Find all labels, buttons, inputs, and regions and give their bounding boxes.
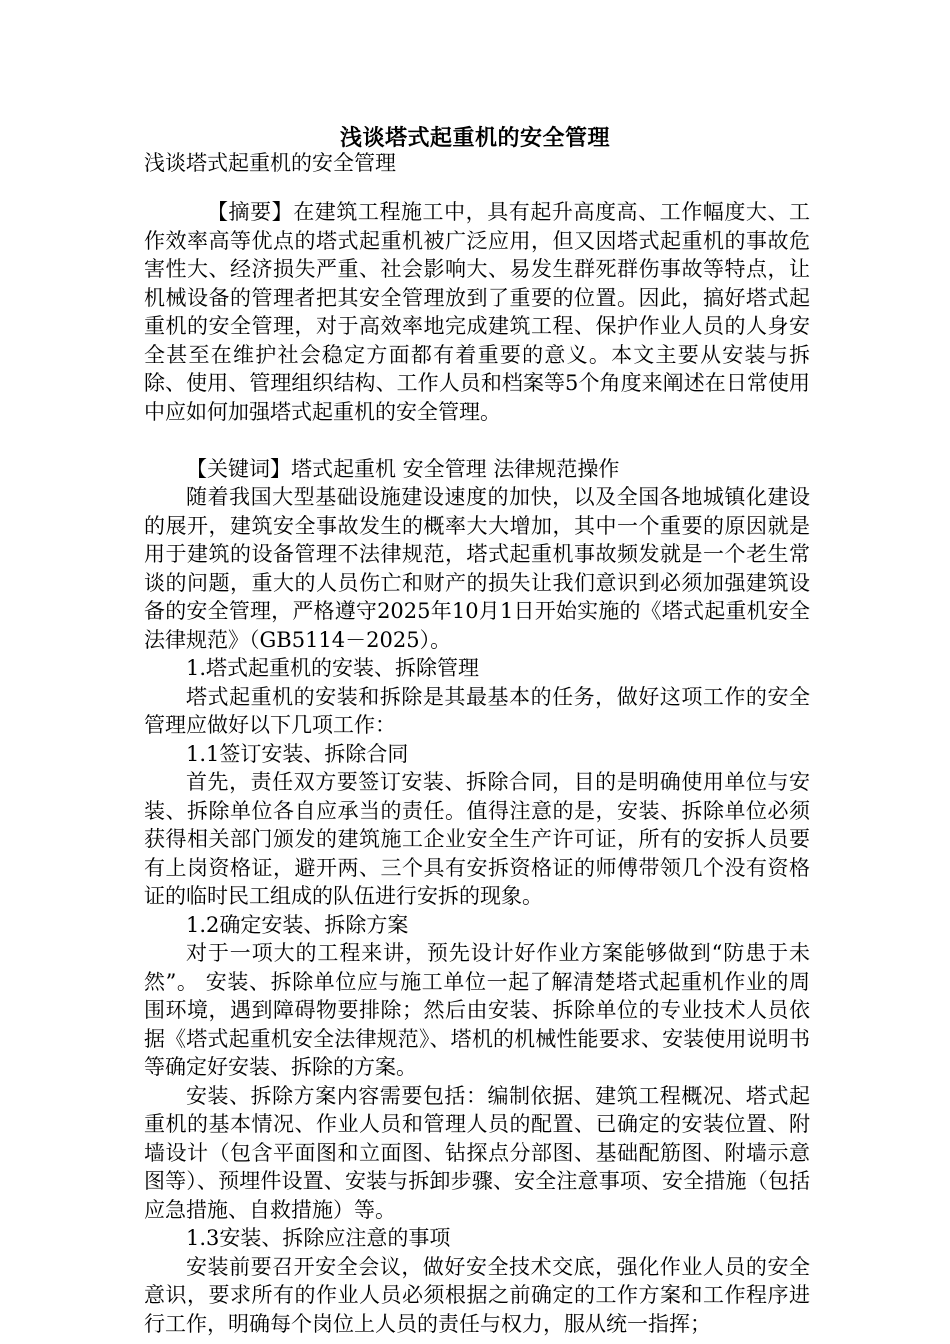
section-1-2-paragraph-b: 安装、拆除方案内容需要包括：编制依据、建筑工程概况、塔式起重机的基本情况、作业人员和管理人员的配置、已确定的安装位置、附墙设计（包含平面图和立面图、钻探点分部图、基础配筋图、附墙示意图等）、预埋件设置、安装与拆卸步骤、安全注意事项、安全措施（包括应急措施、自救措施）等。 [144, 1083, 810, 1222]
keywords-paragraph: 【关键词】塔式起重机 安全管理 法律规范操作 [186, 456, 620, 481]
section-1-2-paragraph-a: 对于一项大的工程来讲，预先设计好作业方案能够做到“防患于未然”。 安装、拆除单位应与施工单位一起了解清楚塔式起重机作业的周围环境，遇到障碍物要排除；然后由安装、拆除单位的专业技术人员依据《塔式起重机安全法律规范》、塔机的机械性能要求、安装使用说明书等确定好安装、拆除的方案。 [144, 941, 810, 1079]
section-1-1-paragraph: 首先，责任双方要签订安装、拆除合同，目的是明确使用单位与安装、拆除单位各自应承当的责任。值得注意的是，安装、拆除单位必须获得相关部门颁发的建筑施工企业安全生产许可证，所有的安拆人员要有上岗资格证，避开两、三个具有安拆资格证的师傅带领几个没有资格证的临时民工组成的队伍进行安拆的现象。 [144, 770, 810, 908]
section-heading-1: 1.塔式起重机的安装、拆除管理 [186, 656, 480, 680]
section-heading-1-3: 1.3安装、拆除应注意的事项 [186, 1226, 451, 1250]
document-title: 浅谈塔式起重机的安全管理 [339, 125, 610, 151]
section-1-3-paragraph: 安装前要召开安全会议，做好安全技术交底，强化作业人员的安全意识，要求所有的作业人员必须根据之前确定的工作方案和工作程序进行工作，明确每个岗位上人员的责任与权力，服从统一指挥； [144, 1254, 810, 1336]
section-heading-1-2: 1.2确定安装、拆除方案 [186, 912, 409, 937]
document-body [144, 198, 810, 1338]
section-heading-1-1: 1.1签订安装、拆除合同 [186, 741, 409, 766]
section-1-paragraph: 塔式起重机的安装和拆除是其最基本的任务，做好这项工作的安全管理应做好以下几项工作： [144, 684, 810, 737]
abstract-paragraph: 【摘要】在建筑工程施工中，具有起升高度高、工作幅度大、工作效率高等优点的塔式起重机被广泛应用，但又因塔式起重机的事故危害性大、经济损失严重、社会影响大、易发生群死群伤事故等特点，让机械设备的管理者把其安全管理放到了重要的位置。因此，搞好塔式起重机的安全管理，对于高效率地完成建筑工程、保护作业人员的人身安全甚至在维护社会稳定方面都有着重要的意义。本文主要从安装与拆除、使用、管理组织结构、工作人员和档案等5个角度来阐述在日常使用中应如何加强塔式起重机的安全管理。 [144, 200, 810, 424]
intro-paragraph: 随着我国大型基础设施建设速度的加快，以及全国各地城镇化建设的展开，建筑安全事故发生的概率大大增加，其中一个重要的原因就是用于建筑的设备管理不法律规范，塔式起重机事故频发就是一个老生常谈的问题，重大的人员伤亡和财产的损失让我们意识到必须加强建筑设备的安全管理，严格遵守2025年10月1日开始实施的《塔式起重机安全法律规范》（GB5114－2025）。 [144, 485, 810, 652]
document-subtitle: 浅谈塔式起重机的安全管理 [144, 151, 396, 175]
